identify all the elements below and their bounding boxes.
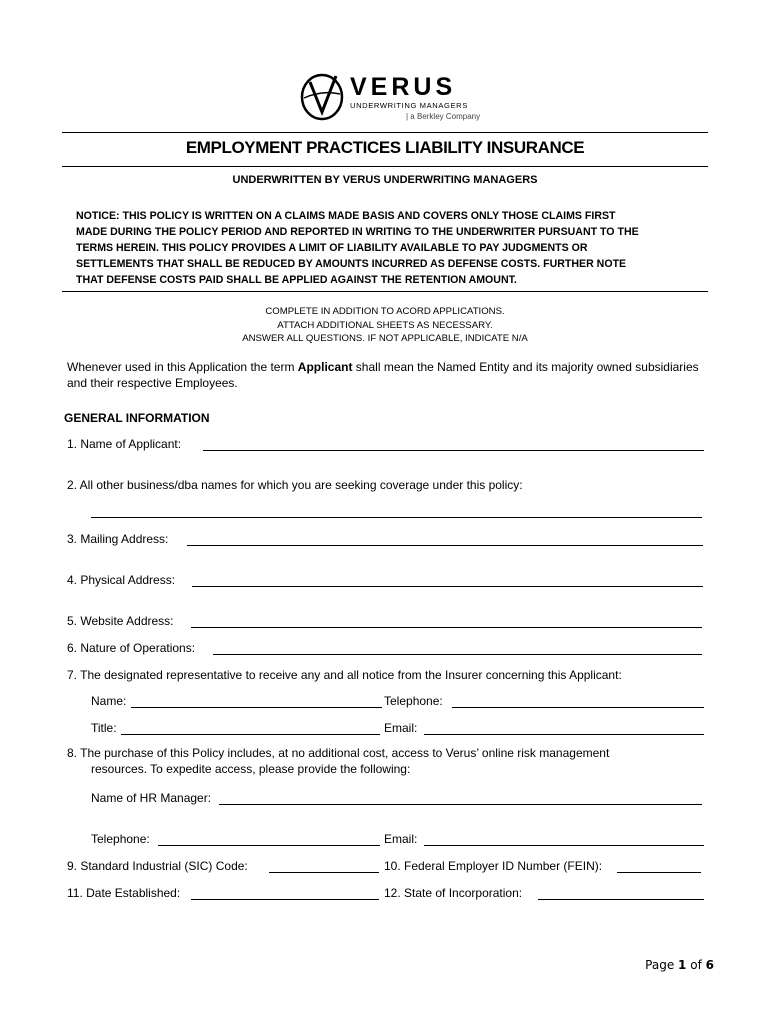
- verus-logo: [296, 68, 486, 126]
- mailing-address-field[interactable]: [187, 545, 703, 546]
- rep-title-field[interactable]: [121, 734, 380, 735]
- notice-line: SETTLEMENTS THAT SHALL BE REDUCED BY AMOUNTS INCURRED AS DEFENSE COSTS. FURTHER NOTE: [76, 258, 627, 270]
- q7-title-label: Title:: [91, 721, 117, 735]
- page-number: [645, 958, 714, 972]
- notice-line: MADE DURING THE POLICY PERIOD AND REPORTED IN WRITING TO THE UNDERWRITER PURSUANT TO THE: [76, 226, 639, 238]
- subtitle: UNDERWRITTEN BY VERUS UNDERWRITING MANAGERS: [232, 174, 538, 186]
- q3-label: 3. Mailing Address:: [67, 532, 169, 546]
- instruction-line: COMPLETE IN ADDITION TO ACORD APPLICATIONS.: [265, 306, 505, 317]
- q8-hr-label: Name of HR Manager:: [91, 791, 212, 805]
- q8-email-label: Email:: [384, 832, 418, 846]
- q7-name-label: Name:: [91, 694, 127, 708]
- notice-line: NOTICE: THIS POLICY IS WRITTEN ON A CLAIMS MADE BASIS AND COVERS ONLY THOSE CLAIMS FIRST: [76, 210, 616, 222]
- notice-line: TERMS HEREIN. THIS POLICY PROVIDES A LIMIT OF LIABILITY AVAILABLE TO PAY JUDGMENTS OR: [76, 242, 588, 254]
- intro-before: Whenever used in this Application the term: [67, 360, 298, 374]
- sic-code-field[interactable]: [269, 872, 379, 873]
- hr-manager-field[interactable]: [219, 804, 702, 805]
- intro-paragraph: [67, 359, 707, 391]
- hr-telephone-field[interactable]: [158, 845, 380, 846]
- q11-label: 11. Date Established:: [67, 886, 181, 900]
- q4-label: 4. Physical Address:: [67, 573, 176, 587]
- logo-tagline: UNDERWRITING MANAGERS: [350, 101, 468, 110]
- q5-label: 5. Website Address:: [67, 614, 174, 628]
- q7-telephone-label: Telephone:: [384, 694, 443, 708]
- q2-label: 2. All other business/dba names for which you are seeking coverage under this policy:: [67, 478, 523, 492]
- section-heading: GENERAL INFORMATION: [64, 411, 210, 425]
- q12-label: 12. State of Incorporation:: [384, 886, 523, 900]
- applicant-name-field[interactable]: [203, 450, 704, 451]
- nature-of-operations-field[interactable]: [213, 654, 702, 655]
- notice-block: [76, 208, 696, 288]
- physical-address-field[interactable]: [192, 586, 703, 587]
- q6-label: 6. Nature of Operations:: [67, 641, 196, 655]
- instruction-line: ANSWER ALL QUESTIONS. IF NOT APPLICABLE, INDICATE N/A: [242, 333, 528, 344]
- hr-email-field[interactable]: [424, 845, 704, 846]
- q8-telephone-label: Telephone:: [91, 832, 150, 846]
- q7-email-label: Email:: [384, 721, 418, 735]
- page-current: 1: [678, 958, 687, 972]
- rep-telephone-field[interactable]: [452, 707, 704, 708]
- rep-name-field[interactable]: [131, 707, 382, 708]
- intro-term: Applicant: [297, 360, 353, 374]
- divider: [62, 166, 708, 167]
- q10-label: 10. Federal Employer ID Number (FEIN):: [384, 859, 603, 873]
- q8-line2: resources. To expedite access, please provide the following:: [91, 762, 411, 776]
- website-address-field[interactable]: [191, 627, 702, 628]
- dba-names-field[interactable]: [91, 517, 702, 518]
- logo-brand: VERUS: [350, 73, 457, 101]
- date-established-field[interactable]: [191, 899, 379, 900]
- page-word: Page: [645, 958, 675, 972]
- instructions: [0, 305, 770, 346]
- q7-label: 7. The designated representative to receive any and all notice from the Insurer concerning this Applicant:: [67, 668, 622, 682]
- q1-label: 1. Name of Applicant:: [67, 437, 182, 451]
- q8-line1: 8. The purchase of this Policy includes, at no additional cost, access to Verus’ online risk management: [67, 746, 610, 760]
- divider: [62, 132, 708, 133]
- rep-email-field[interactable]: [424, 734, 704, 735]
- fein-field[interactable]: [617, 872, 701, 873]
- of-word: of: [690, 958, 702, 972]
- q9-label: 9. Standard Industrial (SIC) Code:: [67, 859, 248, 873]
- page-title: EMPLOYMENT PRACTICES LIABILITY INSURANCE: [185, 138, 585, 157]
- state-of-incorporation-field[interactable]: [538, 899, 704, 900]
- notice-line: THAT DEFENSE COSTS PAID SHALL BE APPLIED AGAINST THE RETENTION AMOUNT.: [76, 274, 517, 286]
- logo-parent: | a Berkley Company: [406, 112, 481, 121]
- page-total: 6: [705, 958, 714, 972]
- intro-after: shall mean the Named Entity and its majority owned subsidiaries and their respective Employees.: [67, 360, 699, 390]
- divider: [62, 291, 708, 292]
- instruction-line: ATTACH ADDITIONAL SHEETS AS NECESSARY.: [277, 319, 493, 331]
